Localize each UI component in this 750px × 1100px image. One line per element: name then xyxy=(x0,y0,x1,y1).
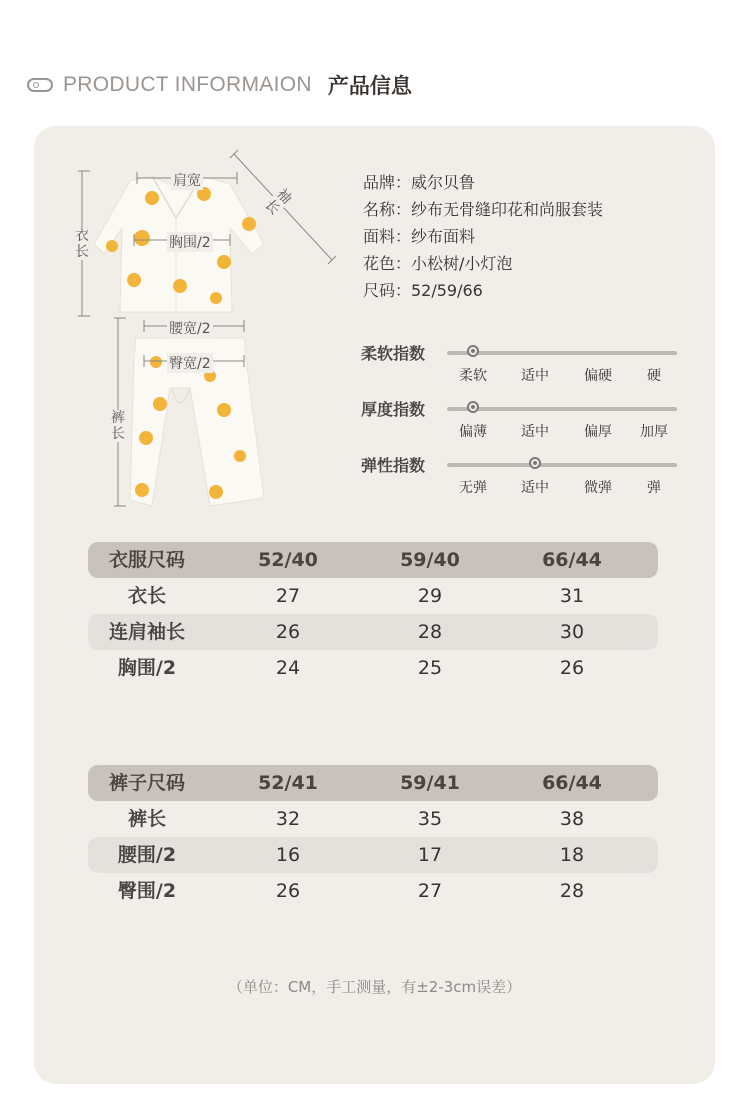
scale-title: 厚度指数 xyxy=(361,400,426,419)
table-header-cell: 59/41 xyxy=(400,772,460,794)
table-cell: 26 xyxy=(559,657,585,679)
table-cell: 16 xyxy=(275,844,301,866)
table-cell: 18 xyxy=(559,844,585,866)
label-sleeve: 袖长 xyxy=(261,186,295,218)
info-pattern: 花色：小松树/小灯泡 xyxy=(363,254,513,273)
product-info-list xyxy=(363,169,603,304)
table-header-cell: 59/40 xyxy=(400,549,460,571)
scale-knob xyxy=(467,401,479,413)
table-cell: 腰围/2 xyxy=(117,844,177,866)
table-cell: 26 xyxy=(275,621,301,643)
table-cell: 31 xyxy=(559,585,585,607)
scale-option: 适中 xyxy=(521,480,549,496)
table-cell: 35 xyxy=(417,808,443,830)
table-row xyxy=(88,873,658,909)
table-header-cell: 66/44 xyxy=(542,549,602,571)
product-info-card xyxy=(34,126,715,1084)
table-cell: 连肩袖长 xyxy=(108,621,186,643)
measurement-note: （单位：CM，手工测量，有±2-3cm误差） xyxy=(227,978,522,996)
scale-knob xyxy=(529,457,541,469)
table-cell: 30 xyxy=(559,621,585,643)
header-chinese: 产品信息 xyxy=(327,74,412,98)
label-top-length: 衣长 xyxy=(75,228,89,260)
label-chest: 胸围/2 xyxy=(167,232,213,252)
scale-track xyxy=(447,463,677,467)
scale-option: 无弹 xyxy=(459,480,487,496)
section-header xyxy=(27,68,412,102)
scale-track xyxy=(447,351,677,355)
table-cell: 17 xyxy=(417,844,443,866)
info-name: 名称：纱布无骨缝印花和尚服套装 xyxy=(363,200,604,219)
scale-option: 加厚 xyxy=(640,424,668,440)
info-brand: 品牌：威尔贝鲁 xyxy=(363,173,476,192)
scale-title: 柔软指数 xyxy=(361,344,426,363)
table-row xyxy=(88,837,658,873)
label-shoulder: 肩宽 xyxy=(171,170,203,190)
scale-option: 柔软 xyxy=(459,368,487,384)
scale-track xyxy=(447,407,677,411)
table-header-cell: 52/40 xyxy=(258,549,318,571)
table-cell: 38 xyxy=(559,808,585,830)
table-cell: 28 xyxy=(417,621,443,643)
table-cell: 24 xyxy=(275,657,301,679)
table-header-row xyxy=(88,765,658,801)
tops-size-table xyxy=(88,542,658,686)
scale-knob xyxy=(467,345,479,357)
pants-size-table xyxy=(88,765,658,909)
label-pants-length: 裤长 xyxy=(111,410,125,442)
label-waist: 腰宽/2 xyxy=(167,318,213,338)
table-header-cell: 66/44 xyxy=(542,772,602,794)
scale-title: 弹性指数 xyxy=(361,456,426,475)
info-sizes: 尺码：52/59/66 xyxy=(363,281,483,300)
table-header-cell: 52/41 xyxy=(258,772,318,794)
scale-option: 偏硬 xyxy=(584,368,612,384)
scale-option: 微弹 xyxy=(584,480,612,496)
table-cell: 裤长 xyxy=(127,808,167,830)
table-header-cell: 裤子尺码 xyxy=(108,772,186,794)
table-cell: 32 xyxy=(275,808,301,830)
table-row xyxy=(88,578,658,614)
label-hip: 臀宽/2 xyxy=(167,353,213,373)
table-cell: 29 xyxy=(417,585,443,607)
scale-option: 偏薄 xyxy=(459,424,487,440)
scale-option: 硬 xyxy=(647,368,661,384)
table-row xyxy=(88,650,658,686)
table-cell: 胸围/2 xyxy=(117,657,177,679)
scale-option: 适中 xyxy=(521,368,549,384)
table-cell: 衣长 xyxy=(127,585,167,607)
table-cell: 臀围/2 xyxy=(117,880,177,902)
scale-option: 适中 xyxy=(521,424,549,440)
toggle-icon xyxy=(27,78,53,92)
header-english: PRODUCT INFORMAION xyxy=(63,73,312,96)
table-row xyxy=(88,801,658,837)
table-cell: 27 xyxy=(417,880,443,902)
table-header-row xyxy=(88,542,658,578)
table-cell: 27 xyxy=(275,585,301,607)
table-cell: 26 xyxy=(275,880,301,902)
scale-option: 偏厚 xyxy=(584,424,612,440)
table-header-cell: 衣服尺码 xyxy=(108,549,186,571)
table-cell: 25 xyxy=(417,657,443,679)
table-cell: 28 xyxy=(559,880,585,902)
table-row xyxy=(88,614,658,650)
info-fabric: 面料：纱布面料 xyxy=(363,227,476,246)
scale-option: 弹 xyxy=(647,480,661,496)
